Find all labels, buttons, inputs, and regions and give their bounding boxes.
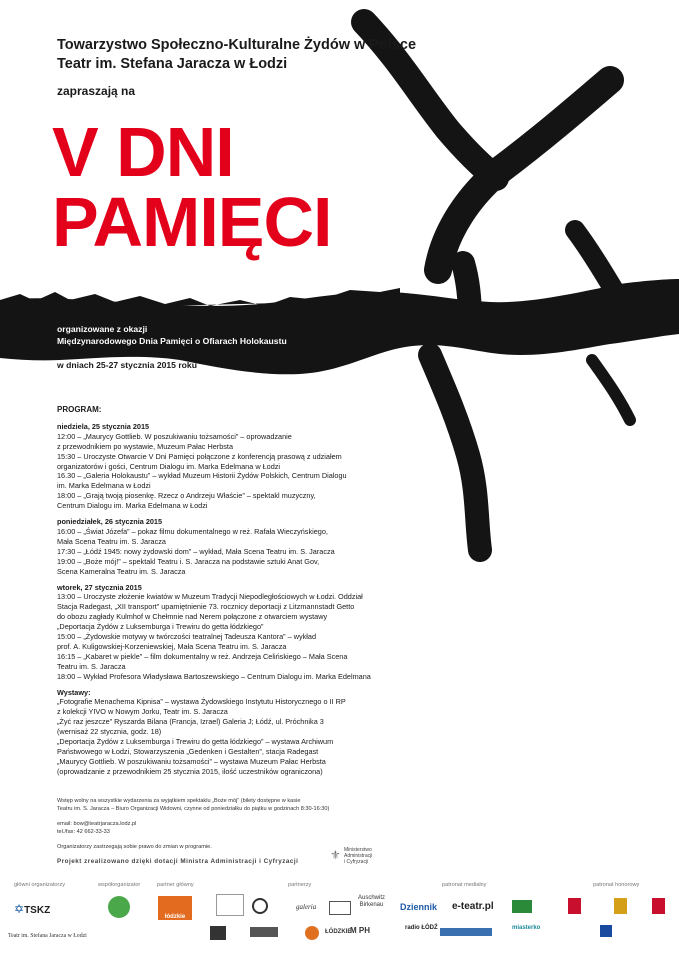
- occasion: [57, 323, 287, 347]
- organizers: [57, 36, 416, 74]
- organizer-tskz: Towarzystwo Społeczno-Kulturalne Żydów w Polsce: [57, 37, 417, 53]
- ministry-line: Ministerstwo: [344, 847, 372, 853]
- partner-logo: [216, 894, 244, 916]
- exhibition-line: „Maurycy Gottlieb. W poszukiwaniu tożsamości” – wystawa Muzeum Pałac Herbsta: [57, 756, 326, 766]
- entry-info: [57, 797, 357, 813]
- exhibition-line: „Deportacja Żydów z Luksemburga i Trewiru do getta łódzkiego” – wystawa Archiwum: [57, 737, 334, 747]
- program-heading: PROGRAM:: [57, 405, 102, 414]
- category-partners: partnerzy: [288, 882, 312, 888]
- exhibition-line: Państwowego w Łodzi, Stowarzyszenia „Gedenken i Gestalten”, stacja Radegast: [57, 747, 319, 756]
- contact-email[interactable]: email: bow@teatrjaracza.lodz.pl: [57, 821, 137, 827]
- occasion-line2: Międzynarodowego Dnia Pamięci o Ofiarach Holokaustu: [57, 336, 287, 346]
- exhibition-line: (wernisaż 22 stycznia, godz. 18): [57, 727, 162, 737]
- occasion-line1: organizowane z okazji: [57, 324, 148, 334]
- wire-barb-tip: [592, 360, 630, 420]
- event-title-line1: V DNI: [52, 113, 234, 191]
- institute-logo: [250, 927, 278, 937]
- project-funding: Projekt zrealizowano dzięki dotacji Ministra Administracji i Cyfryzacji: [57, 858, 299, 865]
- wire-barb-mid: [463, 263, 470, 320]
- dziennik-logo: Dziennik: [400, 902, 438, 912]
- program-line: 16:00 – „Świat Józefa” – pokaz filmu dokumentalnego w reż. Rafała Wieczyńskiego,: [57, 526, 328, 536]
- contact-info: [57, 820, 136, 836]
- program-line: Centrum Dialogu im. Marka Edelmana w Łodzi: [57, 501, 208, 511]
- lodz-coat-of-arms-icon: [568, 898, 581, 914]
- program-line: 16:15 – „Kabaret w piekle” – film dokumentalny w reż. Andrzeja Celińskiego – Mała Scena: [57, 651, 348, 661]
- program-line: 16.30 – „Galeria Holokaustu” – wykład Muzeum Historii Żydów Polskich, Centrum Dialogu: [57, 471, 347, 481]
- program-line: 15:00 – „Żydowskie motywy w twórczości teatralnej Tadeusza Kantora” – wykład: [57, 632, 317, 642]
- footer-teatr: Teatr im. Stefana Jaracza w Łodzi: [8, 933, 87, 939]
- wire-barb-bottom: [430, 355, 480, 550]
- program-line: 18:00 – „Grają twoją piosenkę. Rzecz o Andrzeju Właście” – spektakl muzyczny,: [57, 491, 316, 501]
- invite-text: zapraszają na: [57, 84, 136, 98]
- building-icon: [329, 901, 351, 915]
- exhibition-line: (oprowadzanie z przewodnikiem 25 stycznia 2015, ilość uczestników ograniczona): [57, 766, 323, 776]
- exhibitions-heading: Wystawy:: [57, 687, 91, 697]
- day-date: wtorek, 27 stycznia 2015: [57, 582, 142, 592]
- program-line: Teatru im. S. Jaracza: [57, 661, 126, 671]
- program-line: Scena Kameralna Teatru im. S. Jaracza: [57, 566, 186, 576]
- entry-line: Wstęp wolny na wszystkie wydarzenia za wyjątkiem spektaklu „Boże mój” (bilety dostępne w kasie: [57, 798, 301, 804]
- region-coat-of-arms-icon: [652, 898, 665, 914]
- contact-phone: tel./fax: 42 662-33-33: [57, 829, 110, 835]
- miasterko-logo: miasterko: [512, 925, 541, 931]
- program-line: prof. A. Kuligowskiej-Korzeniewskiej, Mała Scena Teatru im. S. Jaracza: [57, 641, 287, 651]
- program-line: 17:30 – „Łódź 1945: nowy żydowski dom” – wykład, Mała Scena Teatru im. S. Jaracza: [57, 546, 335, 556]
- program-notice: Organizatorzy zastrzegają sobie prawo do zmian w programie.: [57, 844, 212, 850]
- lodzkie-logo: łódzkie: [158, 896, 192, 920]
- exhibitions: [57, 688, 417, 777]
- program-line: z przewodnikiem po wystawie, Muzeum Pałac Herbsta: [57, 441, 234, 451]
- radio-lodz-logo: radio ŁÓDŹ: [405, 925, 438, 931]
- museum-logo: [210, 926, 226, 940]
- ministry-line: Administracji: [344, 853, 373, 860]
- media-logo: [440, 928, 492, 936]
- exhibition-line: „Żyć raz jeszcze” Ryszarda Bilana (Francja, Izrael) Galeria J; Łódź, ul. Próchnika 3: [57, 717, 324, 727]
- program-line: „Deportacja Żydów z Luksemburga i Trewiru do getta łódzkiego”: [57, 622, 264, 632]
- israel-emblem-icon: [600, 925, 612, 937]
- category-co-organizer: współorganizator: [98, 882, 141, 888]
- program-day: [57, 517, 417, 576]
- co-organizer-logo: [108, 896, 130, 918]
- galeria-logo: galeria: [296, 903, 317, 911]
- program-line: organizatorów i gości, Centrum Dialogu im. Marka Edelmana w Łodzi: [57, 461, 281, 471]
- star-of-david-icon: ✡: [14, 902, 25, 916]
- tvp-logo: [512, 900, 532, 913]
- category-media: patronat medialny: [442, 882, 487, 888]
- day-date: niedziela, 25 stycznia 2015: [57, 421, 150, 431]
- program-line: im. Marka Edelmana w Łodzi: [57, 481, 151, 491]
- mph-logo: M PH: [350, 926, 370, 935]
- ministry-line: i Cyfryzacji: [344, 859, 369, 866]
- program-line: 12:00 – „Maurycy Gottlieb. W poszukiwaniu tożsamości” – oprowadzanie: [57, 431, 292, 441]
- eagle-emblem-icon: ⚜: [330, 848, 341, 862]
- lodzkie-partner-logo: ŁÓDZKIE: [325, 929, 352, 935]
- exhibition-line: „Fotografie Menachema Kipnisa” – wystawa Żydowskiego Instytutu Historycznego o II RP: [57, 697, 346, 707]
- program-day: [57, 583, 417, 682]
- voivodeship-coat-of-arms-icon: [614, 898, 627, 914]
- program-day: [57, 422, 417, 511]
- ministry-logo: [344, 847, 372, 866]
- program: [57, 405, 417, 777]
- category-honorary: patronat honorowy: [593, 882, 640, 888]
- event-title-line2: PAMIĘCI: [52, 183, 332, 261]
- eteatr-logo: e-teatr.pl: [452, 901, 494, 912]
- program-line: do obozu zagłady Kulmhof w Chełmnie nad Nerem połączone z otwarciem wystawy: [57, 612, 328, 622]
- category-main-organizers: główni organizatorzy: [14, 882, 65, 888]
- exhibition-line: z kolekcji YIVO w Nowym Jorku, Teatr im. S. Jaracza: [57, 707, 228, 717]
- program-line: 18:00 – Wykład Profesora Władysława Bartoszewskiego – Centrum Dialogu im. Marka Edelmana: [57, 671, 371, 681]
- day-date: poniedziałek, 26 stycznia 2015: [57, 517, 163, 527]
- museum-seal-logo: [252, 898, 268, 914]
- program-line: Mała Scena Teatru im. S. Jaracza: [57, 536, 166, 546]
- organizer-teatr: Teatr im. Stefana Jaracza w Łodzi: [57, 56, 288, 72]
- tskz-logo: ✡TSKZ: [14, 902, 51, 916]
- program-line: 19:00 – „Boże mój!” – spektakl Teatru i. S. Jaracza na podstawie sztuki Anat Gov,: [57, 556, 320, 566]
- entry-line: Teatru im. S. Jaracza – Biuro Organizacji Widowni, czynne od poniedziałku do piątku w godzinach 8:30-16:30): [57, 806, 330, 812]
- auschwitz-logo: Auschwitz Birkenau: [358, 895, 386, 908]
- program-line: 13:00 – Uroczyste złożenie kwiatów w Muzeum Tradycji Niepodległościowych w Łodzi. Oddział: [57, 592, 363, 602]
- partner-circle-logo: [305, 926, 319, 940]
- program-line: 15:30 – Uroczyste Otwarcie V Dni Pamięci połączone z konferencją prasową z udziałem: [57, 451, 342, 461]
- program-line: Stacja Radegast, „XII transport” upamiętnienie 73. rocznicy deportacji z Litzmannstadt Getto: [57, 602, 355, 612]
- category-main-partner: partner główny: [157, 882, 194, 888]
- event-dates: w dniach 25-27 stycznia 2015 roku: [57, 360, 197, 370]
